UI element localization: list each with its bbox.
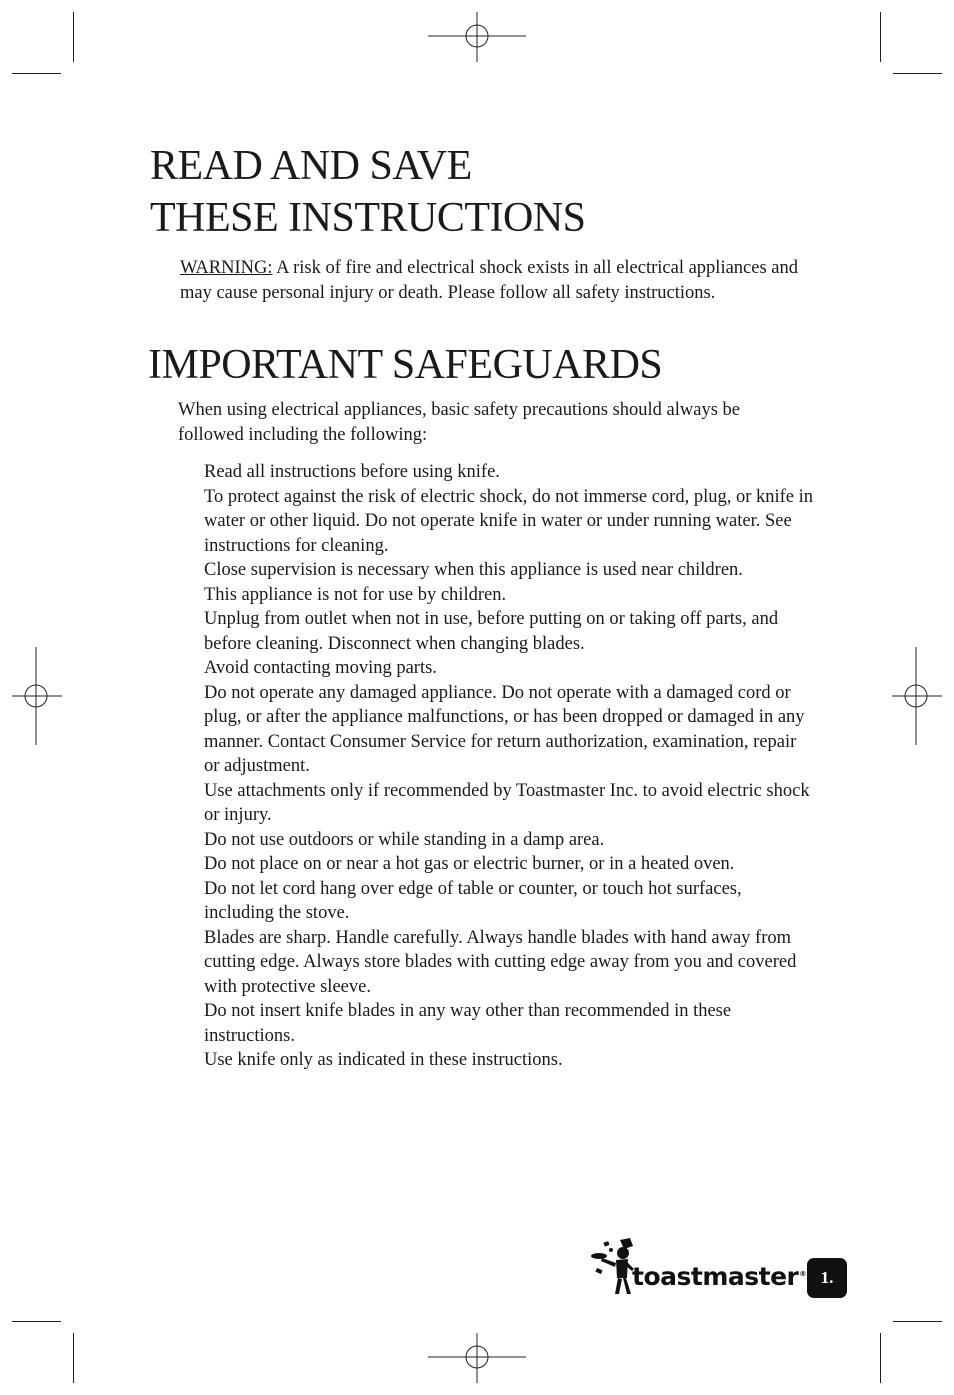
safeguards-heading: IMPORTANT SAFEGUARDS (148, 342, 663, 388)
crop-mark (880, 1333, 881, 1383)
safeguards-intro: When using electrical appliances, basic safety precautions should always be followed including the following: (178, 400, 740, 445)
list-item: Blades are sharp. Handle carefully. Always handle blades with hand away from cutting edge. Always store blades with cutting edge away from you and covered with protective sleeve. (204, 927, 797, 997)
title-line-2: THESE INSTRUCTIONS (150, 195, 586, 241)
list-item: Use attachments only if recommended by Toastmaster Inc. to avoid electric shock or injury. (204, 780, 810, 825)
warning-label: WARNING: (180, 258, 273, 278)
registered-mark: ® (799, 1269, 806, 1278)
crop-mark (880, 12, 881, 62)
page-number: 1. (820, 1268, 834, 1287)
list-item: Unplug from outlet when not in use, before putting on or taking off parts, and before cleaning. Disconnect when changing blades. (204, 609, 779, 654)
list-item: Close supervision is necessary when this appliance is used near children. (204, 560, 743, 580)
list-item: Do not place on or near a hot gas or electric burner, or in a heated oven. (204, 854, 735, 874)
warning-text: A risk of fire and electrical shock exists in all electrical appliances and may cause personal injury or death. Please follow all safety instructions. (180, 258, 799, 303)
list-item: Do not use outdoors or while standing in a damp area. (204, 829, 605, 850)
page-title (150, 140, 586, 244)
chef-mascot-icon (590, 1236, 636, 1302)
crop-mark (893, 1321, 942, 1322)
toastmaster-logo (590, 1236, 806, 1302)
page-number-badge (807, 1258, 847, 1298)
crop-mark (893, 73, 942, 74)
crop-mark (73, 12, 74, 62)
list-item: To protect against the risk of electric shock, do not immerse cord, plug, or knife in water or other liquid. Do not operate knife in water or under running water. See instructions for cleaning. (204, 486, 814, 556)
list-item: Use knife only as indicated in these instructions. (204, 1050, 563, 1070)
list-item: This appliance is not for use by children. (204, 584, 507, 605)
list-item: Do not let cord hang over edge of table or counter, or touch hot surfaces, including the stove. (204, 878, 742, 923)
crop-mark (73, 1333, 74, 1383)
warning-paragraph (180, 256, 820, 305)
brand-name: toastmaster (632, 1262, 799, 1291)
crop-mark (12, 1321, 61, 1322)
registration-mark-icon (428, 12, 526, 62)
list-item: Avoid contacting moving parts. (204, 658, 437, 678)
registration-mark-icon (428, 1333, 526, 1383)
list-item: Do not operate any damaged appliance. Do not operate with a damaged cord or plug, or after the appliance malfunctions, or has been dropped or damaged in any manner. Contact Consumer Service for return authorization, examination, repair or adjustment. (204, 682, 805, 776)
registration-mark-icon (892, 647, 942, 745)
title-line-1: READ AND SAVE (150, 143, 472, 189)
list-item: Do not insert knife blades in any way other than recommended in these instructions. (204, 1001, 732, 1046)
registration-mark-icon (12, 647, 62, 745)
list-item: Read all instructions before using knife. (204, 462, 500, 482)
brand-wordmark (632, 1262, 806, 1291)
crop-mark (12, 73, 61, 74)
safeguards-list (204, 460, 814, 1073)
